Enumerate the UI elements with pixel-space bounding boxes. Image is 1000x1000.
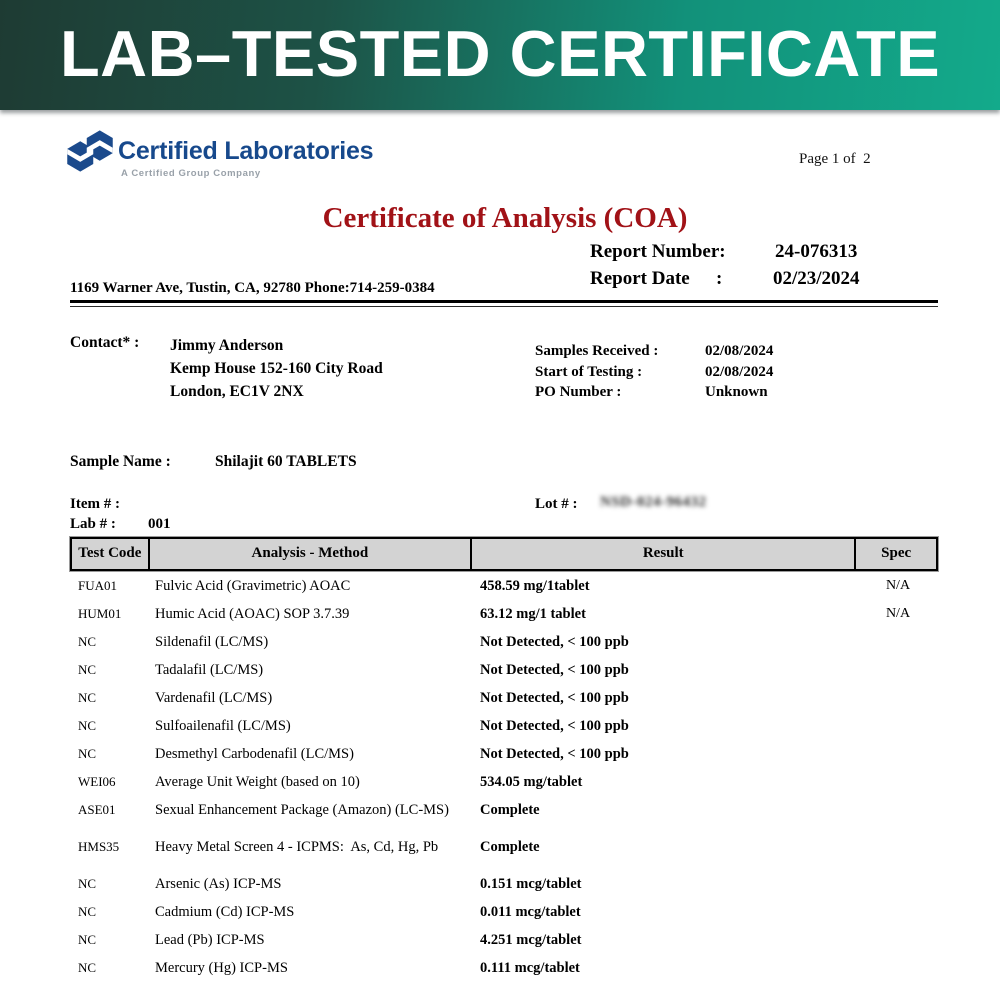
table-row xyxy=(70,656,938,684)
contact-address-block xyxy=(170,334,383,403)
analysis-method-cell: Mercury (Hg) ICP-MS xyxy=(155,960,288,976)
analysis-method-cell: Fulvic Acid (Gravimetric) AOAC xyxy=(155,578,351,594)
table-row xyxy=(70,870,938,898)
banner-title: LAB–TESTED CERTIFICATE xyxy=(59,17,941,90)
test-code-cell: NC xyxy=(78,876,97,891)
lab-address: 1169 Warner Ave, Tustin, CA, 92780 Phone:714-259-0384 xyxy=(70,280,435,296)
logo-tagline: A Certified Group Company xyxy=(121,168,261,179)
test-code-cell: NC xyxy=(78,662,97,677)
test-code-cell: HUM01 xyxy=(78,606,122,621)
table-row xyxy=(70,898,938,926)
lot-number-value-redacted: NSD-024-96432 xyxy=(600,494,707,510)
result-cell: 0.011 mcg/tablet xyxy=(480,904,581,920)
result-cell: 534.05 mg/tablet xyxy=(480,774,583,790)
lab-number-value: 001 xyxy=(148,516,171,532)
table-row xyxy=(70,926,938,954)
spec-cell: N/A xyxy=(885,606,911,621)
start-of-testing-label: Start of Testing : xyxy=(535,363,643,380)
certificate-title: Certificate of Analysis (COA) xyxy=(322,202,688,234)
samples-received-label: Samples Received : xyxy=(535,343,659,359)
divider-thick xyxy=(70,300,938,303)
sample-name-label: Sample Name : xyxy=(70,453,171,470)
logo-name: Certified Laboratories xyxy=(118,137,374,165)
table-row xyxy=(70,628,938,656)
start-of-testing-value: 02/08/2024 xyxy=(705,363,774,380)
table-row xyxy=(70,768,938,796)
samples-received-value: 02/08/2024 xyxy=(705,343,774,359)
result-cell: 63.12 mg/1 tablet xyxy=(480,606,586,622)
analysis-method-cell: Lead (Pb) ICP-MS xyxy=(155,932,265,948)
spec-cell xyxy=(858,926,938,954)
contact-city: London, EC1V 2NX xyxy=(170,383,304,400)
test-code-cell: ASE01 xyxy=(78,802,116,817)
spec-cell xyxy=(858,740,938,768)
result-cell: Not Detected, < 100 ppb xyxy=(480,746,629,762)
analysis-method-cell: Humic Acid (AOAC) SOP 3.7.39 xyxy=(155,606,350,622)
analysis-method-cell: Sulfoailenafil (LC/MS) xyxy=(155,718,291,734)
spec-cell xyxy=(858,628,938,656)
header-analysis-method: Analysis - Method xyxy=(150,539,473,569)
analysis-method-cell: Sildenafil (LC/MS) xyxy=(155,634,269,650)
lab-number-label: Lab # : xyxy=(70,516,116,532)
spec-cell xyxy=(858,833,938,861)
report-number-label: Report Number: xyxy=(590,241,726,262)
test-code-cell: NC xyxy=(78,634,97,649)
header-result: Result xyxy=(472,539,856,569)
spec-cell xyxy=(858,656,938,684)
table-row xyxy=(70,740,938,768)
test-code-cell: NC xyxy=(78,718,97,733)
spec-cell xyxy=(858,796,938,824)
result-cell: 4.251 mcg/tablet xyxy=(480,932,582,948)
result-cell: 0.151 mcg/tablet xyxy=(480,876,582,892)
report-date-value: 02/23/2024 xyxy=(773,268,860,289)
po-number-row xyxy=(535,382,773,403)
results-table-body xyxy=(70,572,938,982)
report-number-value: 24-076313 xyxy=(775,241,858,262)
spec-cell: N/A xyxy=(885,578,911,593)
samples-received-row xyxy=(535,341,773,362)
test-code-cell: NC xyxy=(78,932,97,947)
contact-street: Kemp House 152-160 City Road xyxy=(170,360,383,377)
po-number-value: Unknown xyxy=(705,384,768,400)
lot-number-label: Lot # : xyxy=(535,496,578,512)
banner xyxy=(0,0,1000,110)
analysis-method-cell: Sexual Enhancement Package (Amazon) (LC-MS) xyxy=(155,802,449,818)
certified-labs-logo-icon xyxy=(64,125,116,177)
table-row xyxy=(70,600,938,628)
spec-cell xyxy=(858,898,938,926)
spec-cell xyxy=(858,712,938,740)
table-row xyxy=(70,954,938,982)
analysis-method-cell: Desmethyl Carbodenafil (LC/MS) xyxy=(155,746,354,762)
analysis-method-cell: Tadalafil (LC/MS) xyxy=(155,662,264,678)
test-code-cell: NC xyxy=(78,746,97,761)
analysis-method-cell: Average Unit Weight (based on 10) xyxy=(155,774,360,790)
test-code-cell: NC xyxy=(78,690,97,705)
analysis-method-cell: Heavy Metal Screen 4 - ICPMS: As, Cd, Hg, Pb xyxy=(155,839,439,855)
test-code-cell: FUA01 xyxy=(78,578,118,593)
contact-label: Contact* : xyxy=(70,334,140,351)
result-cell: Not Detected, < 100 ppb xyxy=(480,634,629,650)
receipt-fields xyxy=(535,341,773,403)
result-cell: Not Detected, < 100 ppb xyxy=(480,718,629,734)
table-row xyxy=(70,796,938,824)
result-cell: 458.59 mg/1tablet xyxy=(480,578,590,594)
table-row xyxy=(70,833,938,861)
divider-thin xyxy=(70,306,938,307)
po-number-label: PO Number : xyxy=(535,384,622,400)
table-row xyxy=(70,712,938,740)
spec-cell xyxy=(858,684,938,712)
analysis-method-cell: Vardenafil (LC/MS) xyxy=(155,690,273,706)
test-code-cell: NC xyxy=(78,960,97,975)
results-table-header xyxy=(70,537,938,571)
spec-cell xyxy=(858,870,938,898)
contact-name: Jimmy Anderson xyxy=(170,337,284,354)
start-of-testing-row xyxy=(535,362,773,383)
report-date-colon: : xyxy=(716,268,723,289)
result-cell: Not Detected, < 100 ppb xyxy=(480,690,629,706)
test-code-cell: WEI06 xyxy=(78,774,116,789)
table-row xyxy=(70,572,938,600)
table-row xyxy=(70,684,938,712)
header-test-code: Test Code xyxy=(72,539,150,569)
analysis-method-cell: Arsenic (As) ICP-MS xyxy=(155,876,282,892)
result-cell: Complete xyxy=(480,839,540,855)
test-code-cell: NC xyxy=(78,904,97,919)
result-cell: Not Detected, < 100 ppb xyxy=(480,662,629,678)
spec-cell xyxy=(858,954,938,982)
report-date-label: Report Date xyxy=(590,268,690,289)
result-cell: Complete xyxy=(480,802,540,818)
item-number-label: Item # : xyxy=(70,496,120,512)
header-spec: Spec xyxy=(881,545,912,561)
result-cell: 0.111 mcg/tablet xyxy=(480,960,580,976)
analysis-method-cell: Cadmium (Cd) ICP-MS xyxy=(155,904,295,920)
test-code-cell: HMS35 xyxy=(78,839,120,854)
sample-name-value: Shilajit 60 TABLETS xyxy=(215,453,357,470)
spec-cell xyxy=(858,768,938,796)
page-indicator: Page 1 of 2 xyxy=(799,151,871,167)
